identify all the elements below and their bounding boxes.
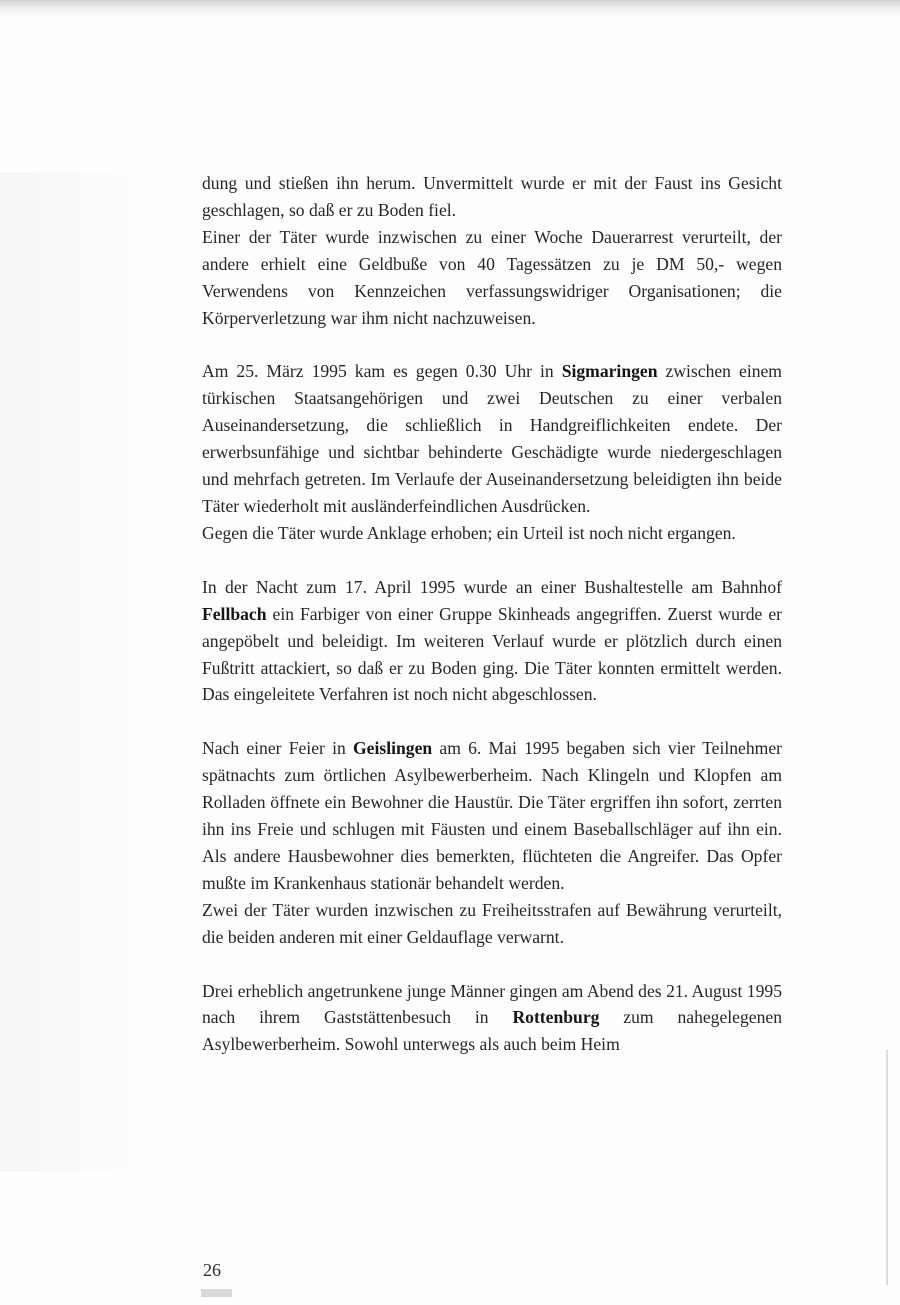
footer-mark xyxy=(201,1289,232,1297)
paragraph xyxy=(202,520,782,547)
paragraph xyxy=(202,735,782,896)
paragraph xyxy=(202,224,782,332)
text-segment: ein Farbiger von einer Gruppe Skinheads angegriffen. Zuerst wurde er angepöbelt und beleidigt. Im weiteren Verlauf wurde er plötzlich durch einen Fußtritt attackiert, so daß er zu Boden ging. Die Täter konnten ermittelt werden. Das eingeleitete Verfahren ist noch nicht abgeschlossen. xyxy=(202,603,782,705)
text-segment: Zwei der Täter wurden inzwischen zu Freiheitsstrafen auf Bewährung verurteilt, die beiden anderen mit einer Geldauflage verwarnt. xyxy=(202,899,782,947)
text-segment: Drei erheblich angetrunkene junge Männer gingen am Abend des 21. August 1995 nach ihrem Gaststättenbesuch in xyxy=(202,980,782,1028)
text-segment: am 6. Mai 1995 begaben sich vier Teilnehmer spätnachts zum örtlichen Asylbewerberheim. Nach Klingeln und Klopfen am Rolladen öffnete ein Bewohner die Haustür. Die Täter ergriffen ihn sofort, zerrten ihn ins Freie und schlugen mit Fäusten und einem Baseballschläger auf ihn ein. Als andere Hausbewohner dies bemerkten, flüchteten die Angreifer. Das Opfer mußte im Krankenhaus stationär behandelt werden. xyxy=(202,738,782,893)
scan-top-shadow xyxy=(0,0,900,20)
body-text xyxy=(202,170,782,1058)
text-segment: Gegen die Täter wurde Anklage erhoben; ein Urteil ist noch nicht ergangen. xyxy=(202,522,736,543)
place-name: Rottenburg xyxy=(512,1007,600,1028)
place-name: Fellbach xyxy=(202,603,267,624)
paragraph xyxy=(202,170,782,224)
page-number: 26 xyxy=(203,1260,221,1280)
text-segment: zum nahegelegenen Asylbewerberheim. Sowohl unterwegs als auch beim Heim xyxy=(202,1007,782,1055)
text-segment: Am 25. März 1995 kam es gegen 0.30 Uhr in xyxy=(202,361,562,382)
text-segment: Einer der Täter wurde inzwischen zu einer Woche Dauerarrest verurteilt, der andere erhielt eine Geldbuße von 40 Tagessätzen zu je DM 50,- wegen Verwendens von Kennzeichen verfassungswidriger Organisationen; die Körperverletzung war ihm nicht nachzuweisen. xyxy=(202,226,782,328)
scan-left-shade xyxy=(0,172,165,1172)
paragraph xyxy=(202,897,782,951)
text-segment: Nach einer Feier in xyxy=(202,738,353,759)
text-segment: dung und stießen ihn herum. Unvermittelt wurde er mit der Faust ins Gesicht geschlagen, so daß er zu Boden fiel. xyxy=(202,173,782,220)
text-segment: In der Nacht zum 17. April 1995 wurde an einer Bushaltestelle am Bahnhof xyxy=(202,576,782,597)
scan-right-edge xyxy=(886,1050,888,1285)
paragraph xyxy=(202,574,782,709)
paragraph xyxy=(202,358,782,519)
place-name: Geislingen xyxy=(353,738,433,759)
text-segment: zwischen einem türkischen Staatsangehörigen und zwei Deutschen zu einer verbalen Auseinandersetzung, die schließlich in Handgreiflichkeiten endete. Der erwerbsunfähige und sichtbar behinderte Geschädigte wurde niedergeschlagen und mehrfach getreten. Im Verlaufe der Auseinandersetzung beleidigten ihn beide Täter wiederholt mit ausländerfeindlichen Ausdrücken. xyxy=(202,361,782,516)
paragraph xyxy=(202,978,782,1059)
place-name: Sigmaringen xyxy=(561,361,658,382)
